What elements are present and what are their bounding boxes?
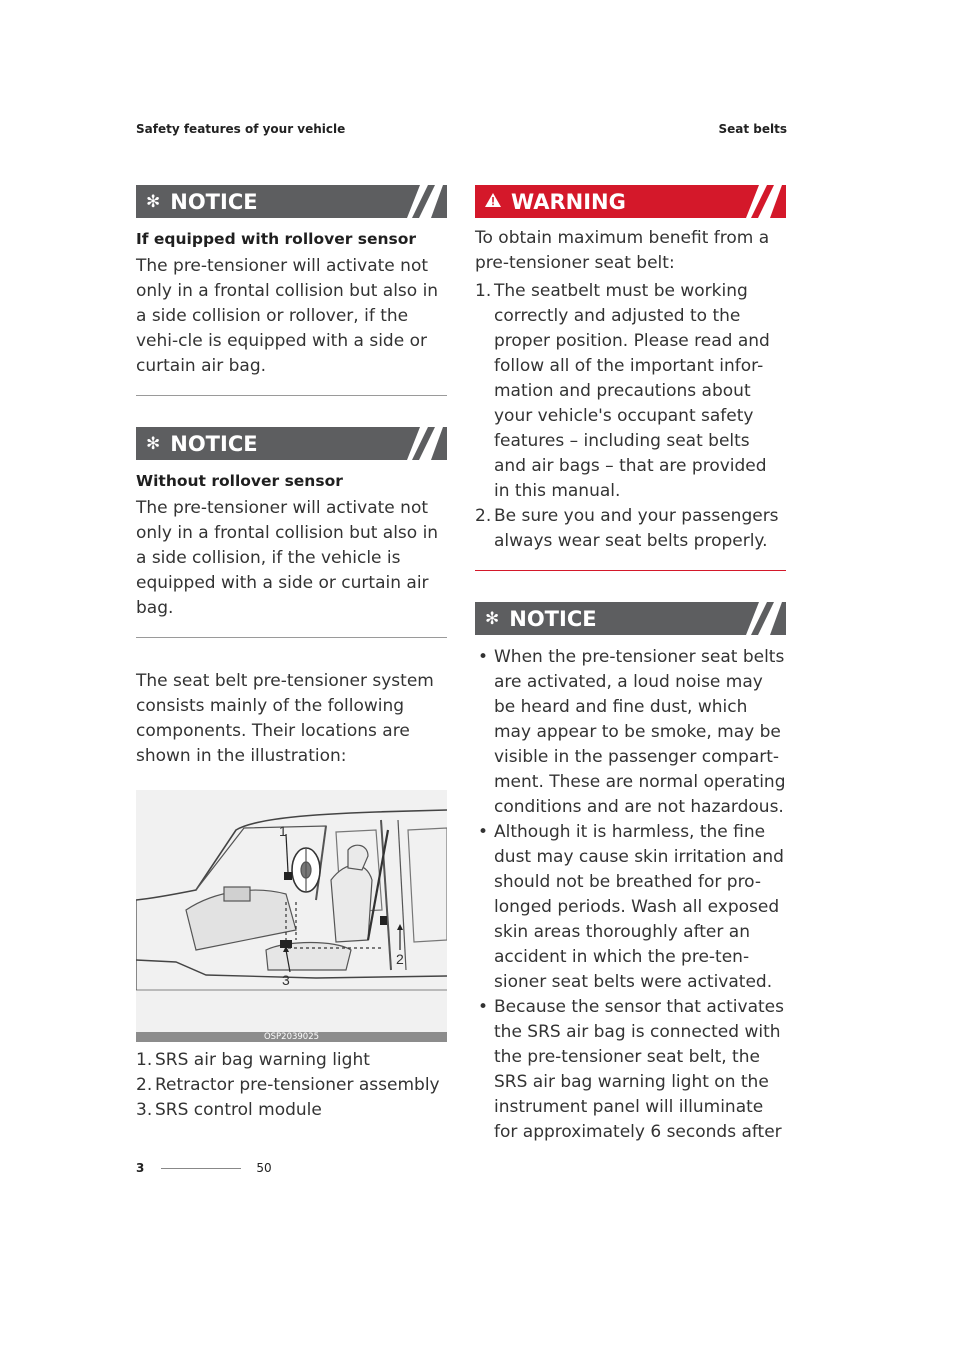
callout-1: 1 [279, 823, 287, 839]
callout-3: 3 [282, 972, 290, 988]
asterisk-icon: ✻ [485, 608, 500, 629]
warning-triangle-icon [485, 192, 501, 212]
chapter-number: 3 [136, 1161, 145, 1175]
divider [475, 570, 786, 571]
list-item: • When the pre-tensioner seat belts are activated, a loud noise may be heard and fine dust, which may appear to be smoke, may be visible in the passenger compart-ment. These are normal operating conditions and are not hazardous. [478, 647, 786, 817]
list-item: • Although it is harmless, the fine dust may cause skin irritation and should not be breathed for pro-longed periods. Wash all exposed skin areas thoroughly after an accident in which the pre-ten-sioner seat belts were activated. [478, 822, 784, 992]
callout-2: 2 [396, 951, 404, 967]
list-item: 1. The seatbelt must be working correctly and adjusted to the proper position. Please read and follow all of the important infor-mation and precautions about your vehicle's occupant safety features – including seat belts and air bags – that are provided in this manual. [475, 281, 770, 501]
stripes-decoration [734, 185, 786, 218]
divider [136, 637, 447, 638]
caption-item: 2. Retractor pre-tensioner assembly [136, 1075, 440, 1095]
intro-paragraph: The seat belt pre-tensioner system consists mainly of the following components. Their locations are shown in the illustration: [136, 671, 434, 766]
notice-subhead: If equipped with rollover sensor [136, 230, 417, 248]
notice-banner [475, 602, 786, 635]
notice-label: NOTICE [170, 431, 258, 456]
page-footer [136, 1161, 272, 1175]
running-header-section: Safety features of your vehicle [136, 122, 346, 136]
asterisk-icon: ✻ [146, 191, 161, 212]
stripes-decoration [734, 602, 786, 635]
warning-list [475, 279, 786, 554]
warning-label: WARNING [511, 189, 626, 214]
figure-code: OSP2039025 [136, 1032, 447, 1042]
list-item: • Because the sensor that activates the SRS air bag is connected with the pre-tensioner seat belt, the SRS air bag warning light on the instrument panel will illuminate for approximately 6 seconds after [478, 997, 784, 1142]
caption-item: 3. SRS control module [136, 1100, 322, 1120]
list-item: 2. Be sure you and your passengers always wear seat belts properly. [475, 506, 779, 551]
notice-label: NOTICE [170, 189, 258, 214]
left-column [136, 185, 447, 1123]
divider [136, 395, 447, 396]
notice-text: The pre-tensioner will activate not only in a frontal collision but also in a side collision, if the vehicle is equipped with a side or curtain air bag. [136, 498, 439, 618]
warning-intro: To obtain maximum benefit from a pre-tensioner seat belt: [475, 228, 770, 273]
asterisk-icon: ✻ [146, 433, 161, 454]
stripes-decoration [395, 185, 447, 218]
notice-banner [136, 427, 447, 460]
stripes-decoration [395, 427, 447, 460]
page-number: 50 [256, 1161, 272, 1175]
notice-bullet-list [475, 645, 786, 1145]
right-column [475, 185, 786, 1145]
car-interior-illustration [136, 790, 447, 1042]
figure-captions [136, 1048, 447, 1123]
notice-label: NOTICE [509, 606, 597, 631]
notice-banner [136, 185, 447, 218]
running-header-topic: Seat belts [718, 122, 787, 136]
caption-item: 1. SRS air bag warning light [136, 1050, 370, 1070]
notice-subhead: Without rollover sensor [136, 472, 343, 490]
notice-text: The pre-tensioner will activate not only in a frontal collision but also in a side collision or rollover, if the vehi-cle is equipped with a side or curtain air bag. [136, 256, 439, 376]
warning-banner [475, 185, 786, 218]
footer-rule [161, 1168, 241, 1169]
